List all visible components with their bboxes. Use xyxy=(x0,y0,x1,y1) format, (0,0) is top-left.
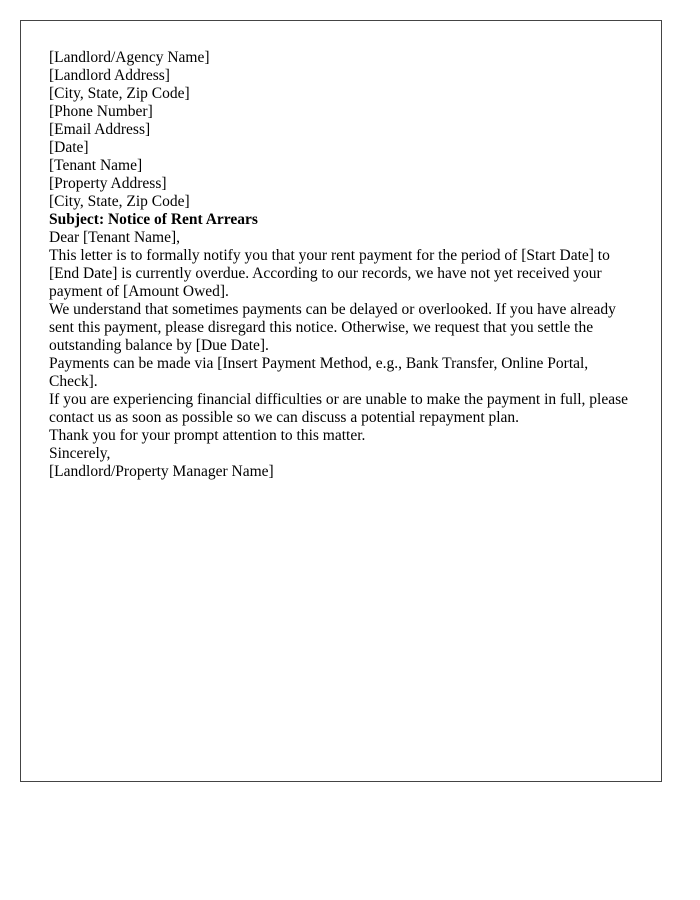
recipient-property-address: [Property Address] xyxy=(49,175,167,192)
paragraph-financial-difficulties: If you are experiencing financial difficulties or are unable to make the payment in full, please contact us as soon as possible so we can discuss a potential repayment plan. xyxy=(49,391,629,426)
sender-city-state-zip: [City, State, Zip Code] xyxy=(49,85,190,102)
recipient-block xyxy=(49,157,633,211)
sender-email: [Email Address] xyxy=(49,121,151,138)
paragraph-notice: This letter is to formally notify you that your rent payment for the period of [Start Date] to [End Date] is currently overdue. According to our records, we have not yet received your payment of [Amount Owed]. xyxy=(49,247,610,300)
sender-name: [Landlord/Agency Name] xyxy=(49,49,210,66)
letter-page xyxy=(20,20,662,782)
letter-date: [Date] xyxy=(49,139,89,156)
letter-subject: Subject: Notice of Rent Arrears xyxy=(49,211,258,228)
signature: [Landlord/Property Manager Name] xyxy=(49,463,274,480)
recipient-name: [Tenant Name] xyxy=(49,157,143,174)
paragraph-payment-methods: Payments can be made via [Insert Payment Method, e.g., Bank Transfer, Online Portal, Check]. xyxy=(49,355,589,390)
sender-address: [Landlord Address] xyxy=(49,67,170,84)
closing: Sincerely, xyxy=(49,445,111,462)
paragraph-understanding: We understand that sometimes payments can be delayed or overlooked. If you have already sent this payment, please disregard this notice. Otherwise, we request that you settle the outstanding balance by [Due Date]. xyxy=(49,301,616,354)
salutation: Dear [Tenant Name], xyxy=(49,229,181,246)
sender-block xyxy=(49,49,633,139)
sender-phone: [Phone Number] xyxy=(49,103,153,120)
recipient-city-state-zip: [City, State, Zip Code] xyxy=(49,193,190,210)
paragraph-thanks: Thank you for your prompt attention to this matter. xyxy=(49,427,366,444)
